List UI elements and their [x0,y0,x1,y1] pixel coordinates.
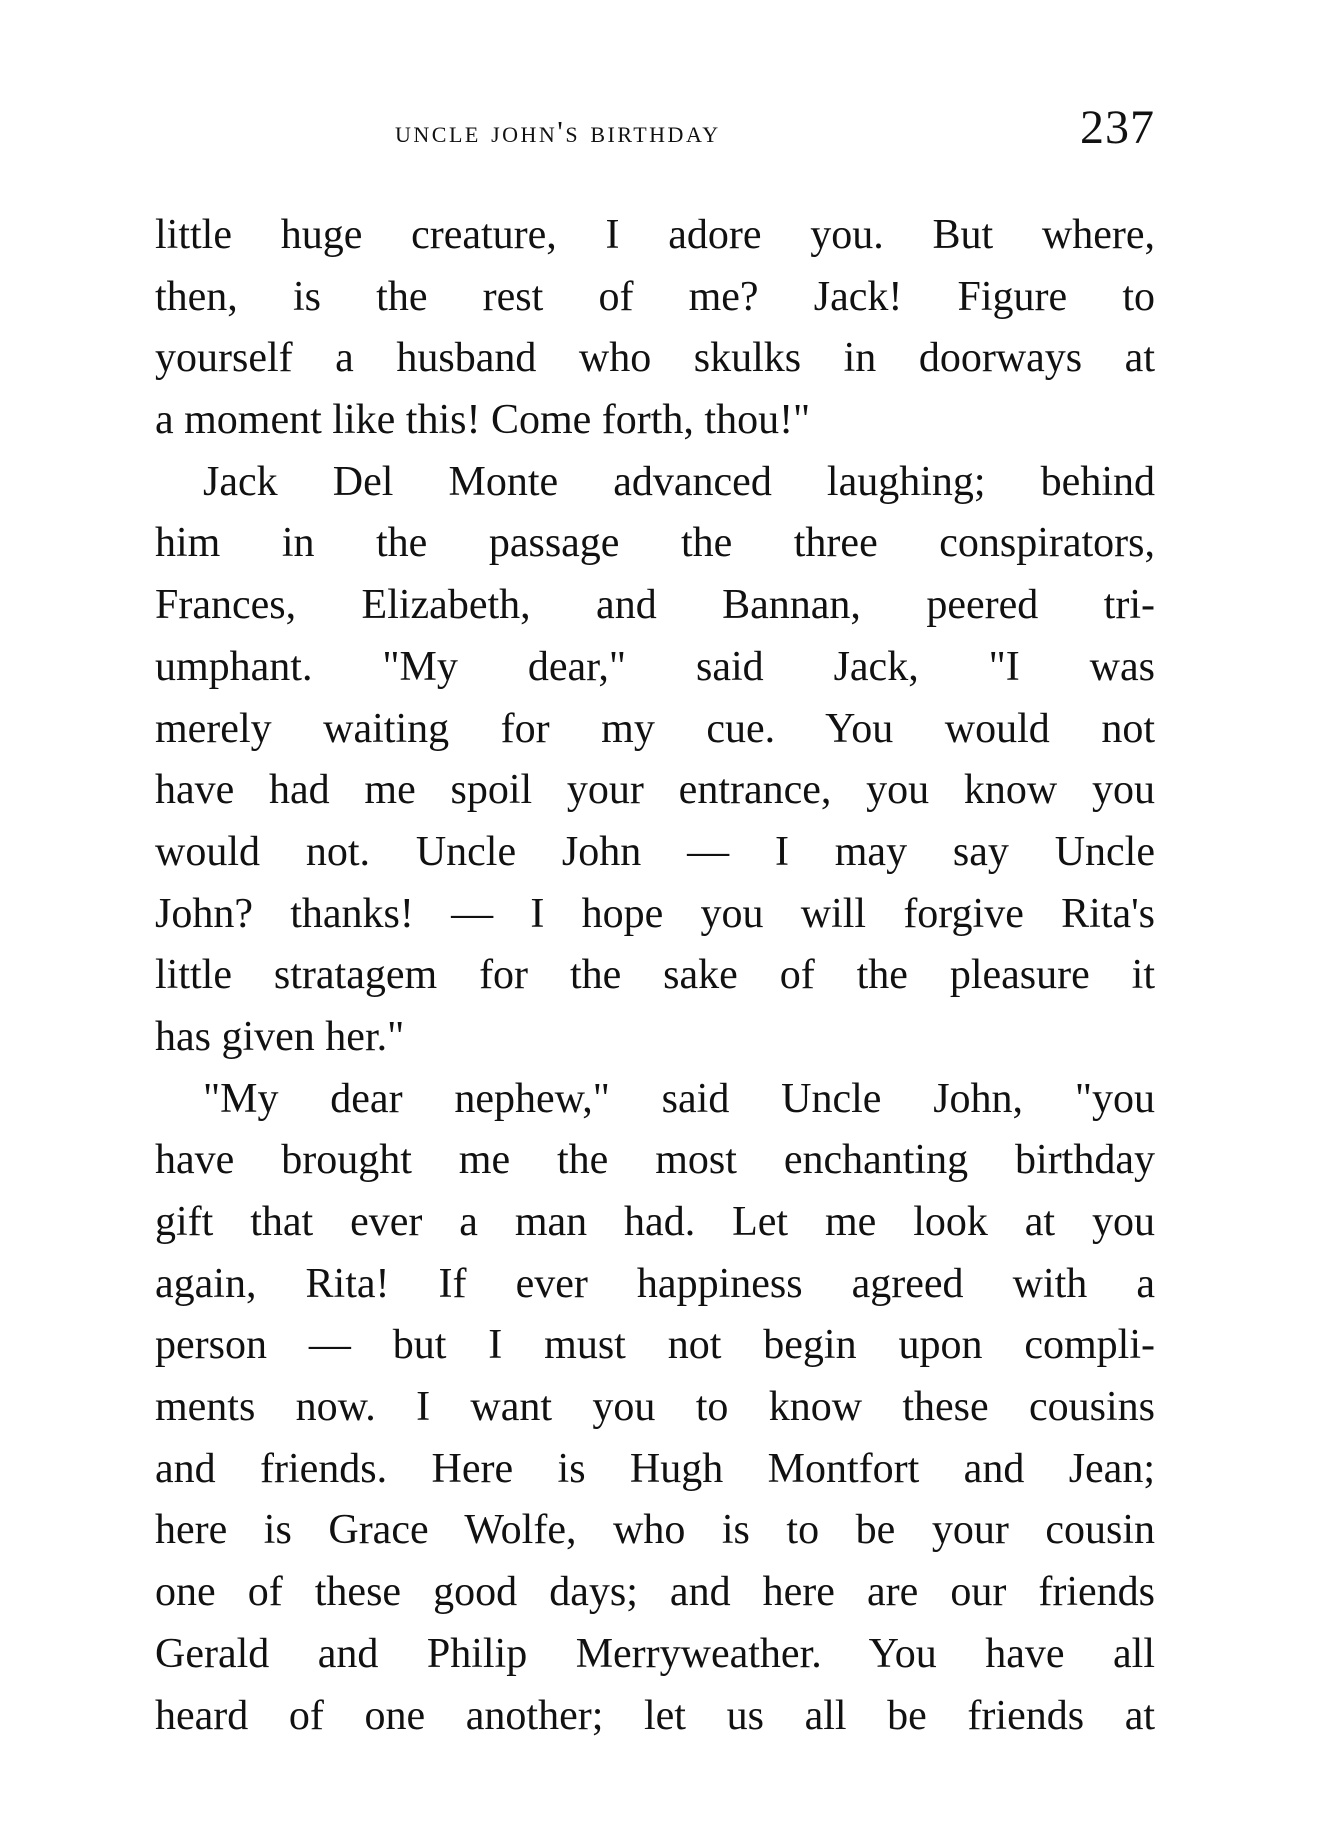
text-line: heard of one another; let us all be friends at [155,1692,1155,1739]
text-line: have brought me the most enchanting birthday [155,1137,1155,1184]
text-line: one of these good days; and here are our friends [155,1569,1155,1616]
paragraph-2 [155,452,1155,1069]
text-line: yourself a husband who skulks in doorways at [155,335,1155,382]
text-line: little huge creature, I adore you. But where, [155,212,1155,258]
paragraph-3 [155,1069,1155,1748]
page-number: 237 [1080,101,1155,154]
text-line: has given her." [155,1013,405,1060]
text-line: here is Grace Wolfe, who is to be your cousin [155,1507,1155,1554]
text-line: have had me spoil your entrance, you know you [155,767,1155,814]
text-line: again, Rita! If ever happiness agreed with a [155,1260,1155,1307]
text-line: ments now. I want you to know these cousins [155,1384,1155,1431]
text-line: Jack Del Monte advanced laughing; behind [203,458,1155,505]
text-line: merely waiting for my cue. You would not [155,705,1155,752]
text-line: John? thanks! — I hope you will forgive Rita's [155,890,1155,937]
text-line: him in the passage the three conspirators, [155,520,1155,567]
text-line: would not. Uncle John — I may say Uncle [155,828,1155,875]
text-line: person — but I must not begin upon compli- [155,1322,1155,1369]
text-line: "My dear nephew," said Uncle John, "you [203,1075,1155,1122]
running-title: uncle john's birthday [395,114,721,149]
text-line: Gerald and Philip Merryweather. You have all [155,1630,1155,1677]
text-line: umphant. "My dear," said Jack, "I was [155,643,1155,690]
running-head [155,100,1155,160]
text-line: and friends. Here is Hugh Montfort and Jean; [155,1445,1155,1492]
text-line: a moment like this! Come forth, thou!" [155,397,811,444]
text-line: Frances, Elizabeth, and Bannan, peered tri- [155,582,1155,629]
text-line: then, is the rest of me? Jack! Figure to [155,273,1155,320]
text-line: little stratagem for the sake of the pleasure it [155,952,1155,999]
body-text [155,205,1155,1747]
text-line: gift that ever a man had. Let me look at you [155,1199,1155,1245]
paragraph-1 [155,205,1155,452]
